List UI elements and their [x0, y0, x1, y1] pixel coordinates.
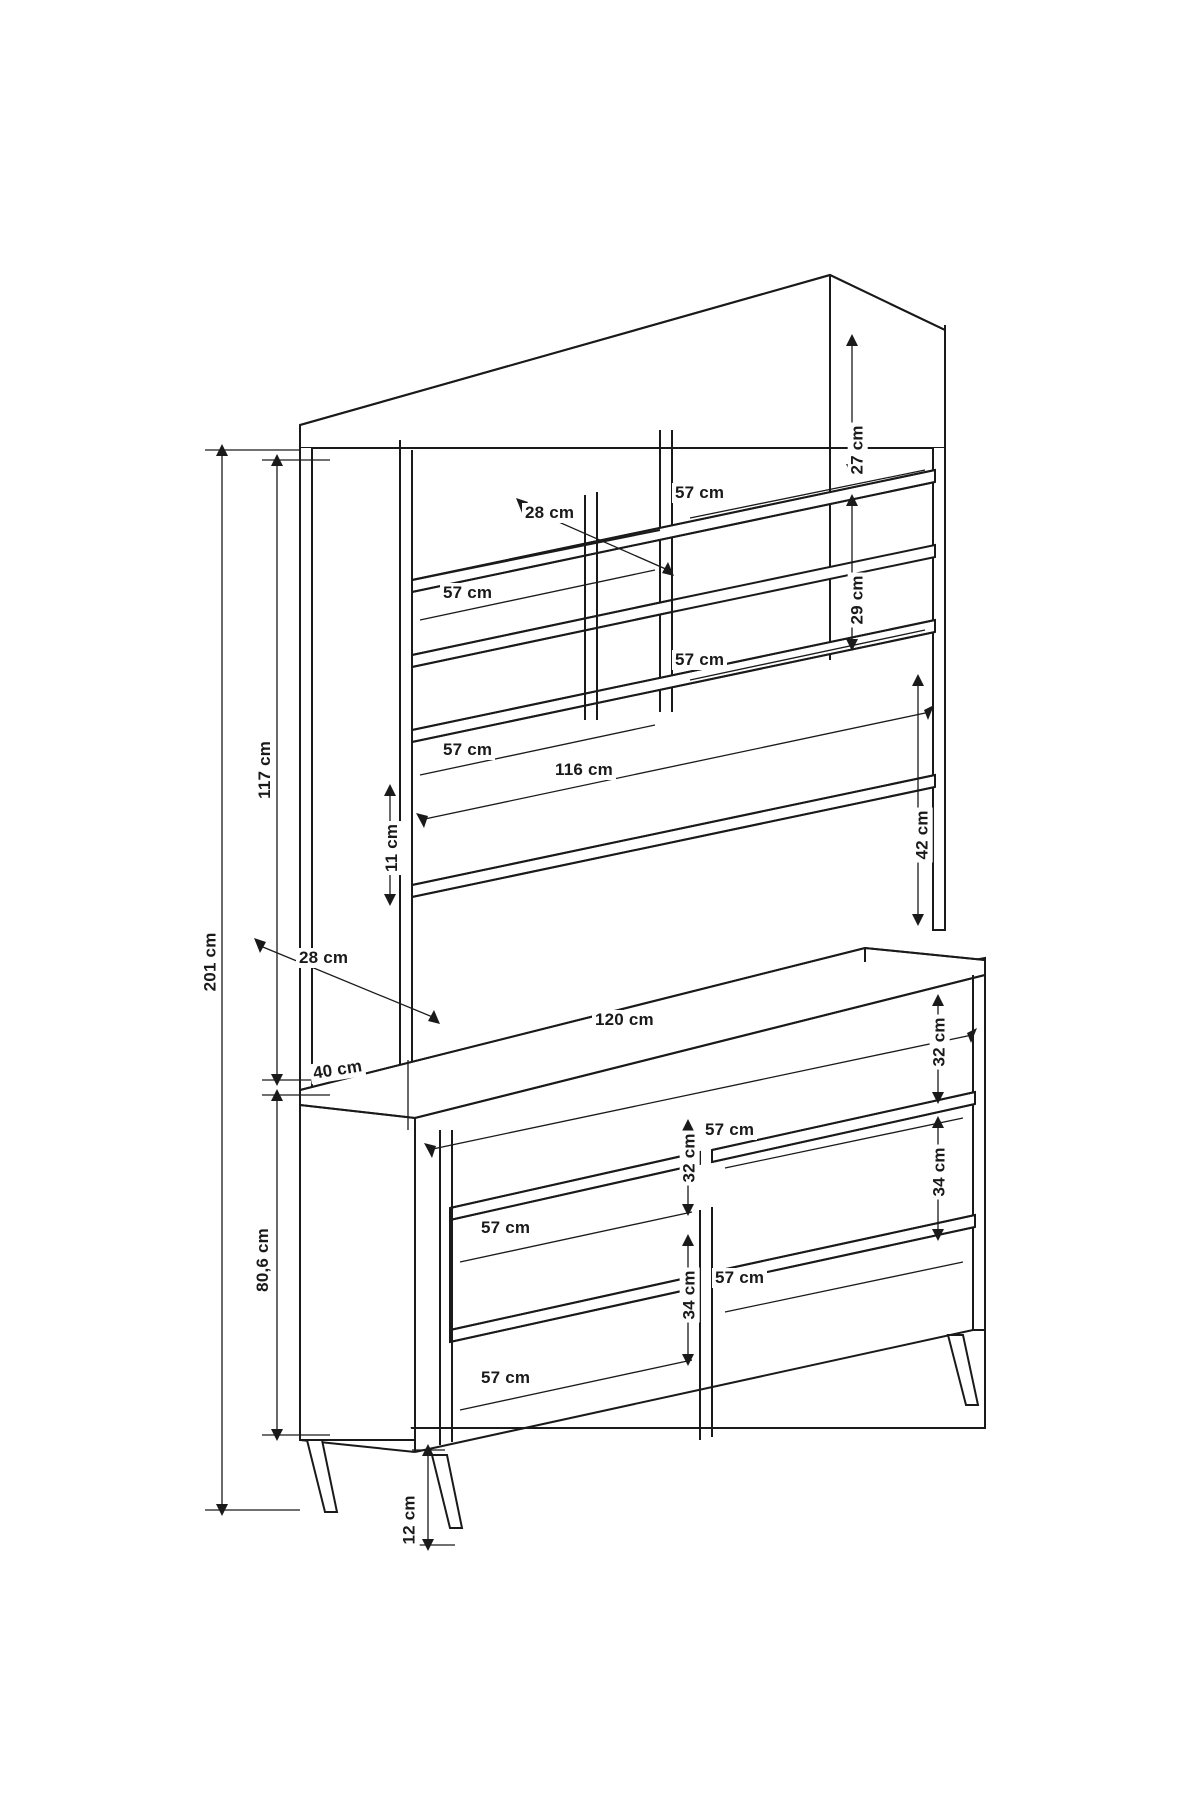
dim-hutch-back-depth: 11 cm — [382, 821, 402, 875]
dim-open-niche-height: 42 cm — [913, 807, 933, 862]
dim-top-shelf-height: 27 cm — [848, 422, 868, 477]
dim-total-height: 201 cm — [201, 929, 221, 994]
dim-hutch-width-inner: 116 cm — [552, 760, 616, 780]
dim-hutch-height: 117 cm — [255, 738, 275, 802]
dim-base-depth: 40 cm — [309, 1056, 367, 1084]
dim-base-shelf-left-upper: 57 cm — [478, 1218, 533, 1238]
dim-hutch-shelf-right-upper: 57 cm — [672, 483, 727, 503]
dim-base-shelf-left-lower: 57 cm — [478, 1368, 533, 1388]
dim-base-height: 80,6 cm — [253, 1225, 273, 1295]
dim-leg-height: 12 cm — [400, 1492, 420, 1547]
dim-shelf-gap-28: 28 cm — [522, 503, 577, 523]
dim-base-upper-left-32: 32 cm — [680, 1130, 700, 1185]
dim-hutch-depth: 28 cm — [296, 948, 351, 968]
dim-base-shelf-right-lower: 57 cm — [712, 1268, 767, 1288]
dim-base-shelf-right-upper: 57 cm — [702, 1120, 757, 1140]
dim-hutch-shelf-left-lower: 57 cm — [440, 740, 495, 760]
dim-base-width: 120 cm — [592, 1010, 657, 1030]
dim-mid-shelf-height: 29 cm — [848, 572, 868, 627]
dim-base-upper-right-32: 32 cm — [930, 1014, 950, 1069]
dim-hutch-shelf-right-lower: 57 cm — [672, 650, 727, 670]
dim-base-lower-right-34: 34 cm — [930, 1144, 950, 1199]
dim-hutch-shelf-left-upper: 57 cm — [440, 583, 495, 603]
dim-base-lower-left-34: 34 cm — [680, 1267, 700, 1322]
